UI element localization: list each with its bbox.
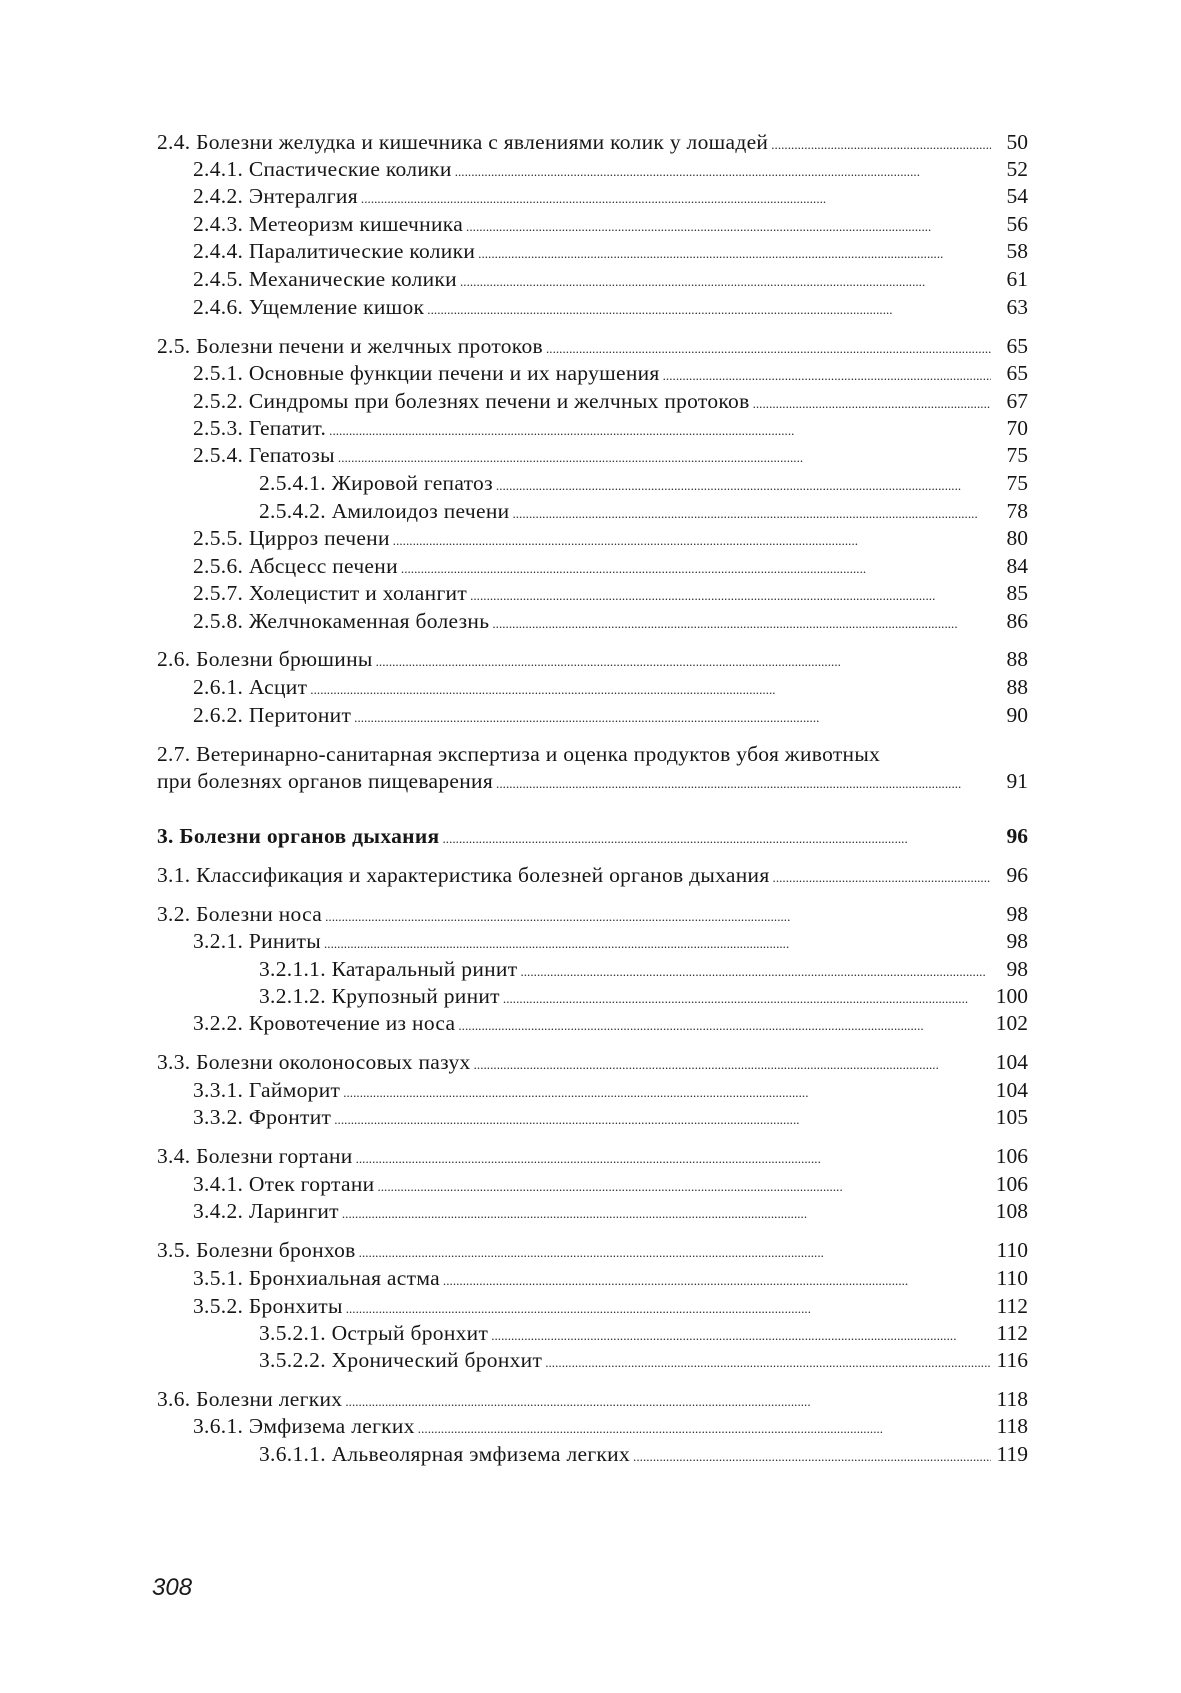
toc-entry-label: 2.4.3. Метеоризм кишечника: [193, 212, 464, 236]
toc-entry-page: 96: [1006, 824, 1028, 848]
toc-entry-page: 54: [1006, 184, 1028, 208]
dot-leader: [503, 982, 991, 1010]
dot-leader: [443, 1264, 991, 1292]
dot-leader: [361, 182, 991, 210]
toc-entry: [193, 552, 1028, 580]
toc-entry-page: 80: [1006, 526, 1028, 550]
dot-leader: [427, 293, 991, 321]
toc-entry-label: 3.5.1. Бронхиальная астма: [193, 1266, 440, 1290]
toc-entry-label: 2.5.6. Абсцесс печени: [193, 554, 398, 578]
toc-entry-page: 86: [1006, 609, 1028, 633]
toc-entry: [157, 128, 1028, 156]
toc-entry-label: 2.4.1. Спастические колики: [193, 157, 452, 181]
toc-entry-label: 3.4.1. Отек гортани: [193, 1172, 375, 1196]
dot-leader: [546, 332, 991, 360]
toc-entry-label: 3.5.2. Бронхиты: [193, 1294, 343, 1318]
dot-leader: [401, 552, 991, 580]
toc-entry: [259, 955, 1028, 983]
toc-entry: [157, 1048, 1028, 1076]
toc-entry-label: 3.2.1.1. Катаральный ринит: [259, 957, 518, 981]
dot-leader: [773, 861, 991, 889]
toc-chapter-heading: [157, 822, 1028, 850]
toc-entry-label: 3.3. Болезни околоносовых пазух: [157, 1050, 471, 1074]
toc-entry-label: 3.3.1. Гайморит: [193, 1078, 341, 1102]
toc-entry: [259, 1319, 1028, 1347]
dot-leader: [345, 1385, 991, 1413]
toc-entry: [193, 1264, 1028, 1292]
toc-entry: [193, 1170, 1028, 1198]
toc-entry: [259, 1440, 1028, 1468]
toc-entry: [193, 359, 1028, 387]
dot-leader: [753, 387, 991, 415]
toc-entry-label: 3.2.1.2. Крупозный ринит: [259, 984, 500, 1008]
toc-entry-page: 100: [995, 984, 1028, 1008]
toc-entry-label: 3.6.1. Эмфизема легких: [193, 1414, 415, 1438]
toc-entry-label: 3.4. Болезни гортани: [157, 1144, 353, 1168]
dot-leader: [545, 1346, 991, 1374]
toc-entry-page: 108: [995, 1199, 1028, 1223]
dot-leader: [478, 237, 991, 265]
toc-entry-page: 61: [1006, 267, 1028, 291]
toc-entry-page: 85: [1006, 581, 1028, 605]
toc-entry-label: при болезнях органов пищеварения: [157, 769, 494, 793]
toc-entry: [193, 1197, 1028, 1225]
toc-entry: [193, 210, 1028, 238]
dot-leader: [512, 497, 991, 525]
dot-leader: [771, 128, 991, 156]
toc-entry-page: 58: [1006, 239, 1028, 263]
toc-entry: [259, 469, 1028, 497]
toc-entry: [193, 524, 1028, 552]
toc-entry-page: 104: [995, 1078, 1028, 1102]
toc-entry-page: 70: [1006, 416, 1028, 440]
toc-entry-page: 96: [1006, 863, 1028, 887]
dot-leader: [334, 1103, 991, 1131]
toc-entry-label: 3.5. Болезни бронхов: [157, 1238, 356, 1262]
toc-entry-page: 65: [1006, 334, 1028, 358]
dot-leader: [393, 524, 991, 552]
toc-entry-label: 2.6.2. Перитонит: [193, 703, 352, 727]
dot-leader: [359, 1236, 991, 1264]
toc-entry-label: 3.6.1.1. Альвеолярная эмфизема легких: [259, 1442, 631, 1466]
toc-entry-continuation: [157, 767, 1028, 795]
toc-entry-page: 91: [1006, 769, 1028, 793]
toc-entry-page: 118: [996, 1414, 1028, 1438]
toc-entry-page: 106: [995, 1144, 1028, 1168]
toc-entry: [193, 1103, 1028, 1131]
toc-entry: [193, 673, 1028, 701]
toc-entry: [193, 414, 1028, 442]
toc-entry: [157, 332, 1028, 360]
dot-leader: [346, 1292, 991, 1320]
toc-entry: [193, 1412, 1028, 1440]
toc-entry-label: 3.6. Болезни легких: [157, 1387, 343, 1411]
toc-entry-label: 2.5.4. Гепатозы: [193, 443, 335, 467]
toc-entry: [193, 293, 1028, 321]
toc-entry-page: 67: [1006, 389, 1028, 413]
toc-entry-page: 119: [996, 1442, 1028, 1466]
toc-entry-label: 3.5.2.2. Хронический бронхит: [259, 1348, 543, 1372]
toc-entry-label: 2.7. Ветеринарно-санитарная экспертиза и оценка продуктов убоя животных: [157, 742, 881, 766]
dot-leader: [470, 579, 991, 607]
toc-entry-label: 2.4. Болезни желудка и кишечника с явлениями колик у лошадей: [157, 130, 769, 154]
toc-entry-label: 2.5. Болезни печени и желчных протоков: [157, 334, 543, 358]
toc-entry: [193, 265, 1028, 293]
toc-entry-page: 75: [1006, 443, 1028, 467]
toc-entry: [259, 497, 1028, 525]
dot-leader: [460, 265, 991, 293]
toc-entry-page: 118: [996, 1387, 1028, 1411]
toc-entry-page: 90: [1006, 703, 1028, 727]
toc-entry-page: 88: [1006, 675, 1028, 699]
toc-entry-label: 2.4.5. Механические колики: [193, 267, 457, 291]
toc-entry-page: 110: [996, 1266, 1028, 1290]
dot-leader: [466, 210, 991, 238]
toc-entry: [193, 701, 1028, 729]
toc-entry-page: 102: [995, 1011, 1028, 1035]
dot-leader: [442, 822, 991, 850]
toc-entry: [259, 1346, 1028, 1374]
dot-leader: [458, 1009, 991, 1037]
toc-entry-label: 3.4.2. Ларингит: [193, 1199, 339, 1223]
dot-leader: [455, 155, 991, 183]
dot-leader: [633, 1440, 991, 1468]
toc-entry-page: 112: [996, 1321, 1028, 1345]
toc-entry-label: 3. Болезни органов дыхания: [157, 824, 440, 848]
toc-entry: [193, 1009, 1028, 1037]
dot-leader: [474, 1048, 991, 1076]
toc-entry-label: 3.3.2. Фронтит: [193, 1105, 332, 1129]
toc-entry-label: 2.5.7. Холецистит и холангит: [193, 581, 468, 605]
toc-entry: [157, 900, 1028, 928]
toc-entry-label: 3.2. Болезни носа: [157, 902, 323, 926]
toc-entry: [157, 861, 1028, 889]
toc-entry-label: 2.5.4.1. Жировой гепатоз: [259, 471, 493, 495]
toc-entry-label: 2.4.2. Энтералгия: [193, 184, 358, 208]
toc-entry: [157, 1385, 1028, 1413]
dot-leader: [496, 767, 991, 795]
dot-leader: [356, 1142, 991, 1170]
toc-entry: [157, 1236, 1028, 1264]
dot-leader: [663, 359, 991, 387]
toc-entry-page: 50: [1006, 130, 1028, 154]
page-number: 308: [152, 1574, 193, 1601]
toc-entry-page: 110: [996, 1238, 1028, 1262]
toc-entry-page: 56: [1006, 212, 1028, 236]
dot-leader: [342, 1197, 991, 1225]
toc-entry-page: 75: [1006, 471, 1028, 495]
dot-leader: [496, 469, 991, 497]
toc-entry-label: 3.1. Классификация и характеристика болезней органов дыхания: [157, 863, 770, 887]
toc-entry-label: 2.4.4. Паралитические колики: [193, 239, 476, 263]
toc-entry-label: 2.5.1. Основные функции печени и их нарушения: [193, 361, 660, 385]
dot-leader: [491, 1319, 991, 1347]
toc-entry: [193, 441, 1028, 469]
toc-entry-label: 3.5.2.1. Острый бронхит: [259, 1321, 489, 1345]
toc-entry-page: 112: [996, 1294, 1028, 1318]
toc-entry-page: 88: [1006, 647, 1028, 671]
toc-entry: [157, 645, 1028, 673]
dot-leader: [329, 414, 991, 442]
toc-entry-page: 106: [995, 1172, 1028, 1196]
dot-leader: [492, 607, 991, 635]
toc-entry: [193, 607, 1028, 635]
toc-entry: [193, 1292, 1028, 1320]
toc-entry-label: 2.5.8. Желчнокаменная болезнь: [193, 609, 490, 633]
toc-entry-label: 2.5.3. Гепатит.: [193, 416, 327, 440]
dot-leader: [338, 441, 991, 469]
toc-entry-page: 98: [1006, 929, 1028, 953]
toc-entry-page: 52: [1006, 157, 1028, 181]
dot-leader: [325, 900, 991, 928]
toc-entry-page: 65: [1006, 361, 1028, 385]
dot-leader: [324, 927, 991, 955]
toc-entry-label: 2.6.1. Асцит: [193, 675, 308, 699]
toc-entry-page: 116: [996, 1348, 1028, 1372]
dot-leader: [418, 1412, 991, 1440]
toc-entry-page: 63: [1006, 295, 1028, 319]
dot-leader: [376, 645, 991, 673]
toc-entry-page: 98: [1006, 902, 1028, 926]
toc-entry-page: 98: [1006, 957, 1028, 981]
toc-entry: [193, 927, 1028, 955]
toc-entry-label: 2.5.4.2. Амилоидоз печени: [259, 499, 510, 523]
toc-entry-label: 3.2.2. Кровотечение из носа: [193, 1011, 456, 1035]
dot-leader: [377, 1170, 991, 1198]
toc-entry-label: 2.5.5. Цирроз печени: [193, 526, 390, 550]
toc-entry-label: 2.5.2. Синдромы при болезнях печени и желчных протоков: [193, 389, 750, 413]
toc-entry: [259, 982, 1028, 1010]
toc-entry: [157, 740, 1028, 768]
dot-leader: [354, 701, 991, 729]
toc-entry: [193, 579, 1028, 607]
toc-entry: [193, 387, 1028, 415]
toc-entry: [193, 155, 1028, 183]
toc-entry: [193, 182, 1028, 210]
dot-leader: [343, 1076, 991, 1104]
toc-entry-label: 3.2.1. Риниты: [193, 929, 321, 953]
toc-entry-page: 104: [995, 1050, 1028, 1074]
toc-entry-page: 78: [1006, 499, 1028, 523]
toc-entry-label: 2.4.6. Ущемление кишок: [193, 295, 425, 319]
toc-entry: [157, 1142, 1028, 1170]
toc-entry: [193, 237, 1028, 265]
toc-entry: [193, 1076, 1028, 1104]
toc-entry-page: 84: [1006, 554, 1028, 578]
dot-leader: [520, 955, 991, 983]
dot-leader: [310, 673, 991, 701]
toc-entry-page: 105: [995, 1105, 1028, 1129]
toc-entry-label: 2.6. Болезни брюшины: [157, 647, 373, 671]
